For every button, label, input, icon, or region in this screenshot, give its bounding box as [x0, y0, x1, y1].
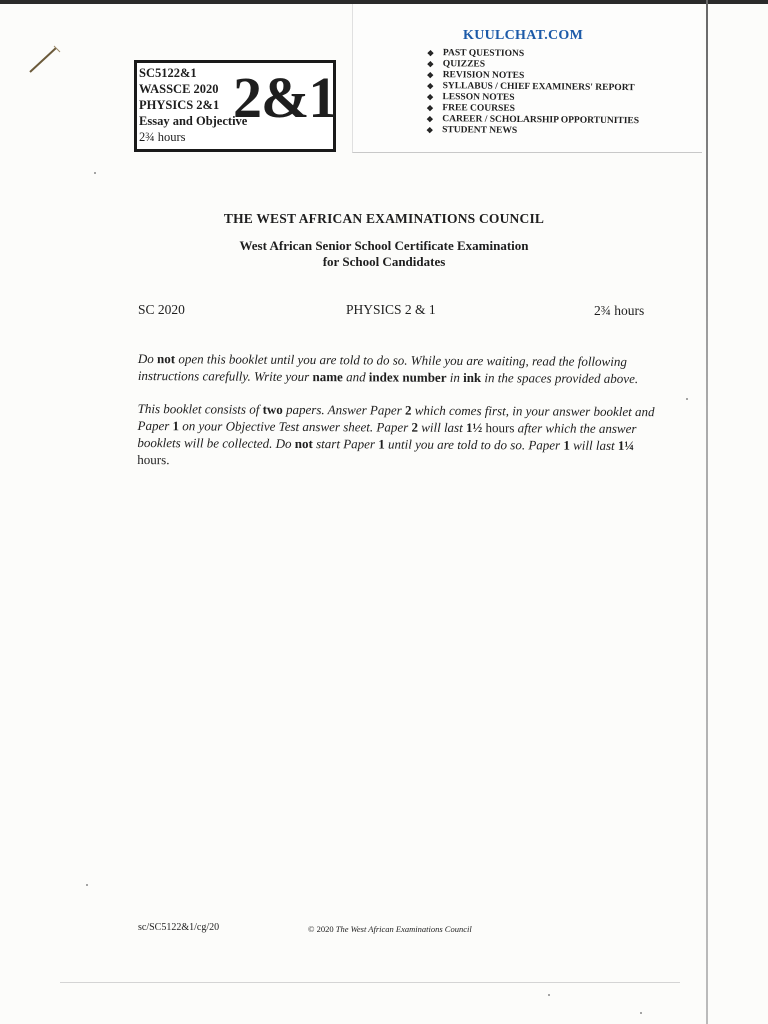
exam-title: West African Senior School Certificate Examination — [239, 238, 529, 253]
council-title: THE WEST AFRICAN EXAMINATIONS COUNCIL — [223, 211, 545, 226]
text-run: This booklet consists of — [137, 400, 263, 417]
text-run: will last — [417, 419, 467, 436]
emphasis: 1½ — [465, 420, 483, 436]
text-run: after which the answer booklets will be collected. Do — [137, 420, 637, 451]
list-item-label: PAST QUESTIONS — [442, 48, 525, 60]
scan-speck — [86, 884, 88, 886]
copyright-org: The West African Examinations Council — [335, 924, 472, 934]
text-run: which comes first, in your answer booklet and Paper — [137, 402, 655, 434]
diamond-bullet-icon: ❖ — [426, 92, 434, 103]
text-run: open this booklet until you are told to do so. While you are waiting, read the following instructions carefully. Write your — [137, 351, 627, 385]
emphasis: 2 — [411, 419, 419, 435]
diamond-bullet-icon: ❖ — [426, 81, 434, 92]
text-run: hours. — [137, 451, 170, 468]
instruction-paragraph-1 — [138, 350, 658, 387]
copyright — [308, 924, 472, 934]
exam-code: SC 2020 — [138, 302, 185, 317]
paper-number-large: 2&1 — [233, 65, 337, 130]
exam-year-line: WASSCE 2020 — [139, 82, 219, 96]
emphasis: not — [294, 435, 313, 452]
emphasis: ink — [463, 369, 482, 386]
diamond-bullet-icon: ❖ — [426, 103, 434, 114]
emphasis: not — [157, 351, 176, 367]
text-run: Do — [137, 350, 158, 367]
text-run: start Paper — [312, 436, 379, 452]
exam-duration: 2¾ hours — [594, 303, 645, 318]
list-item-label: SYLLABUS / CHIEF EXAMINERS' REPORT — [442, 81, 635, 94]
paper-code-box — [134, 60, 336, 152]
emphasis: index number — [368, 369, 447, 385]
list-item-label: QUIZZES — [442, 59, 486, 70]
list-item-label: FREE COURSES — [442, 103, 516, 114]
emphasis: 1 — [563, 437, 570, 453]
duration-line: 2¾ hours — [139, 130, 186, 144]
emphasis: 1 — [378, 436, 385, 452]
scan-speck — [94, 172, 96, 174]
instructions — [137, 350, 658, 487]
emphasis: two — [262, 401, 283, 417]
diamond-bullet-icon: ❖ — [426, 70, 434, 81]
list-item-label: STUDENT NEWS — [442, 125, 518, 136]
text-run: will last — [569, 437, 618, 453]
list-item-label: LESSON NOTES — [442, 92, 515, 103]
exam-subtitle: for School Candidates — [322, 254, 446, 269]
scan-speck — [640, 1012, 642, 1014]
text-run: and — [342, 369, 369, 385]
diamond-bullet-icon: ❖ — [426, 114, 434, 125]
diamond-bullet-icon: ❖ — [426, 48, 435, 59]
text-run: until you are told to do so. Paper — [384, 436, 564, 453]
subject-title: PHYSICS 2 & 1 — [346, 302, 436, 317]
diamond-bullet-icon: ❖ — [426, 59, 435, 70]
pen-mark — [26, 40, 66, 80]
text-run: in the spaces provided above. — [481, 370, 639, 387]
code-line: SC5122&1 — [139, 66, 197, 80]
brand-name: KUULCHAT.COM — [463, 28, 584, 43]
resource-list — [426, 48, 640, 138]
scan-speck — [548, 994, 550, 996]
page-right-edge — [706, 0, 708, 1024]
text-run: papers. Answer Paper — [282, 401, 406, 418]
instruction-paragraph-2 — [137, 400, 657, 471]
page-bottom-rule — [60, 982, 680, 983]
emphasis: 1¼ — [617, 437, 635, 454]
list-item — [426, 125, 639, 138]
paper-type-line: Essay and Objective — [139, 114, 248, 128]
emphasis: 1 — [172, 418, 180, 434]
diamond-bullet-icon: ❖ — [426, 125, 434, 136]
text-run: on your Objective Test answer sheet. Paper — [179, 418, 412, 435]
list-item-label: REVISION NOTES — [442, 70, 525, 82]
scan-speck — [686, 398, 688, 400]
emphasis: 2 — [404, 402, 412, 418]
list-item-label: CAREER / SCHOLARSHIP OPPORTUNITIES — [442, 114, 640, 127]
kuulchat-sticker — [352, 4, 702, 153]
text-run: in — [446, 369, 464, 385]
emphasis: name — [312, 369, 343, 385]
text-run: hours — [482, 420, 515, 436]
document-reference: sc/SC5122&1/cg/20 — [138, 922, 220, 933]
subject-line: PHYSICS 2&1 — [139, 98, 220, 112]
copyright-prefix: © 2020 — [308, 924, 336, 934]
